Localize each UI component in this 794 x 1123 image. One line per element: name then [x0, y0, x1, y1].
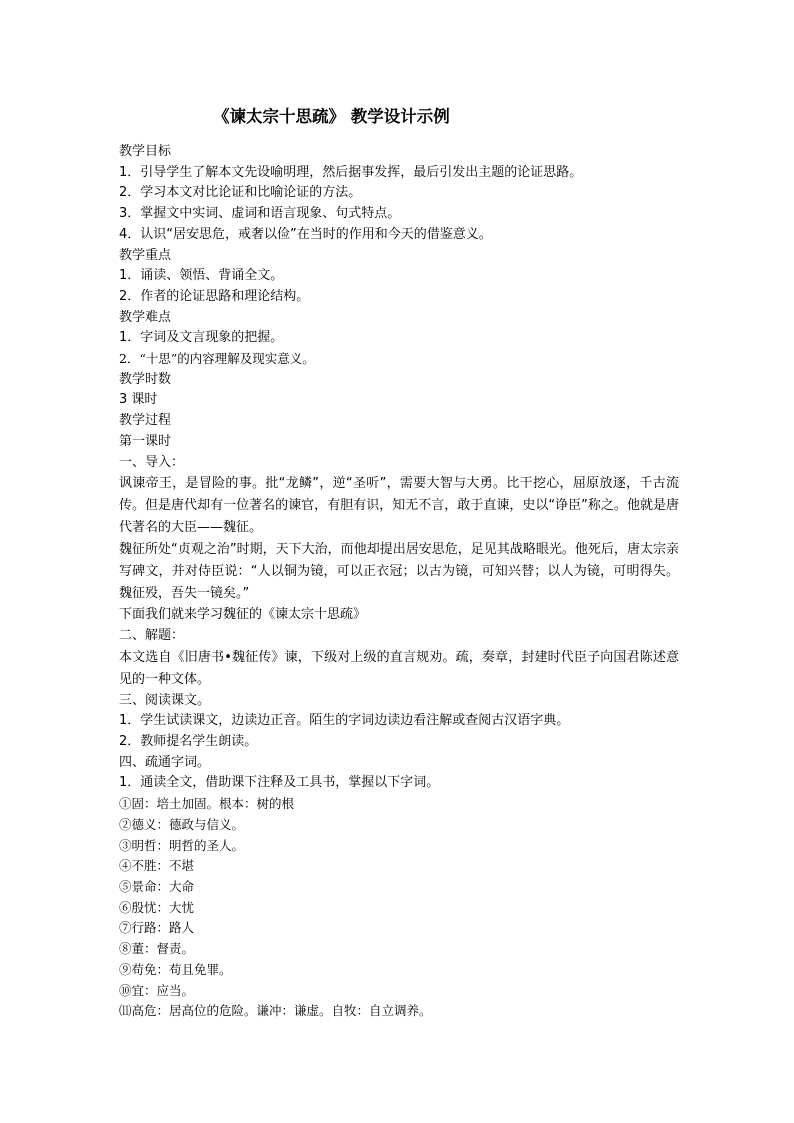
word-note: ④不胜：不堪 — [119, 858, 195, 874]
difficulty-item: 1．字词及文言现象的把握。 — [119, 330, 284, 346]
goal-item: 1．引导学生了解本文先设喻明理，然后据事发挥，最后引发出主题的论证思路。 — [119, 164, 583, 180]
process-heading: 教学过程 — [119, 413, 172, 429]
goal-item: 2．学习本文对比论证和比喻论证的方法。 — [119, 185, 362, 201]
word-note: ③明哲：明哲的圣人。 — [119, 837, 245, 853]
word-note: ②德义：德政与信义。 — [119, 816, 245, 832]
words-heading: 四、疏通字词。 — [119, 754, 211, 770]
hours-heading: 教学时数 — [119, 371, 172, 387]
goal-item: 3．掌握文中实词、虚词和语言现象、句式特点。 — [119, 206, 401, 222]
goal-item: 4．认识“居安思危，戒奢以俭”在当时的作用和今天的借鉴意义。 — [119, 226, 492, 242]
intro-paragraph: 魏征所处“贞观之治”时期，天下大治，而他却提出居安思危，足见其战略眼光。他死后，唐太宗亲写碑文，并对侍臣说：“人以铜为镜，可以正衣冠；以古为镜，可知兴替；以人为镜，可明得失。魏征殁，吾失一镜矣。” — [119, 542, 679, 602]
word-note: ⑥殷忧：大忧 — [119, 899, 195, 915]
intro-paragraph: 讽谏帝王，是冒险的事。批“龙鳞”，逆“圣听”，需要大智与大勇。比干挖心，屈原放逐，千古流传。但是唐代却有一位著名的谏官，有胆有识，知无不言，敢于直谏，史以“诤臣”称之。他就是唐代著名的大臣——魏征。 — [119, 476, 679, 536]
word-note: ⑤景命：大命 — [119, 878, 195, 894]
word-note: ⑦行路：路人 — [119, 920, 195, 936]
key-point-item: 1．诵读、领悟、背诵全文。 — [119, 268, 284, 284]
reading-heading: 三、阅读课文。 — [119, 692, 211, 708]
word-note: ⑧董：督责。 — [119, 941, 195, 957]
document-title: 《谏太宗十思疏》 教学设计示例 — [213, 107, 450, 126]
key-points-heading: 教学重点 — [119, 247, 172, 263]
word-note: ⑾高危：居高位的危险。谦冲：谦虚。自牧：自立调养。 — [119, 1003, 432, 1019]
difficulty-item: 2．“十思”的内容理解及现实意义。 — [119, 351, 315, 367]
explain-heading: 二、解题： — [119, 627, 185, 643]
intro-paragraph: 下面我们就来学习魏征的《谏太宗十思疏》 — [119, 607, 367, 623]
intro-heading: 一、导入： — [119, 454, 185, 470]
reading-item: 2．教师提名学生朗读。 — [119, 734, 258, 750]
goals-heading: 教学目标 — [119, 144, 172, 159]
word-note: ①固：培土加固。根本：树的根 — [119, 796, 295, 812]
document-page — [119, 106, 679, 1022]
explain-paragraph: 本文选自《旧唐书•魏征传》谏，下级对上级的直言规劝。疏，奏章，封建时代臣子向国君陈述意见的一种文体。 — [119, 649, 679, 687]
reading-item: 1．学生试读课文，边读边正音。陌生的字词边读边看注解或查阅古汉语字典。 — [119, 713, 570, 729]
lesson-label: 第一课时 — [119, 433, 172, 449]
words-intro: 1．通读全文，借助课下注释及工具书，掌握以下字词。 — [119, 775, 440, 791]
key-point-item: 2．作者的论证思路和理论结构。 — [119, 288, 310, 304]
word-note: ⑩宜：应当。 — [119, 982, 195, 998]
hours-value: 3 课时 — [119, 392, 158, 408]
word-note: ⑨苟免：苟且免罪。 — [119, 961, 232, 977]
difficulties-heading: 教学难点 — [119, 309, 172, 325]
